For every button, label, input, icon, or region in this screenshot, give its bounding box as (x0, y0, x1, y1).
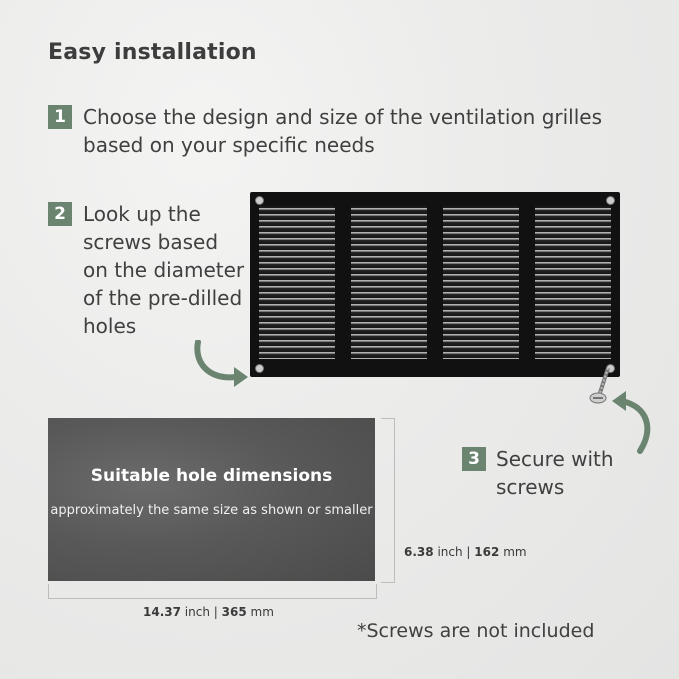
width-inch-value: 14.37 (143, 605, 181, 619)
step-3-text: Secure with screws (496, 447, 614, 499)
width-separator: | (213, 605, 218, 619)
width-mm-unit: mm (250, 605, 274, 619)
grille-slat-column (259, 206, 335, 359)
hole-dimensions-box (48, 418, 375, 581)
grille-slat-column (535, 206, 611, 359)
width-mm-value: 365 (221, 605, 247, 619)
height-separator: | (466, 545, 471, 559)
height-dimension-line (381, 418, 395, 583)
step-2-number: 2 (48, 202, 72, 226)
screw-hole-bottom-left (255, 364, 264, 373)
curved-arrow-icon (190, 340, 250, 390)
ventilation-grille-image (250, 192, 620, 377)
step-1-text: Choose the design and size of the ventilation grilles based on your specific needs (83, 105, 603, 157)
width-dimension-label (143, 605, 274, 619)
screw-hole-top-left (255, 196, 264, 205)
height-mm-value: 162 (474, 545, 500, 559)
grille-slat-column (443, 206, 519, 359)
screws-not-included-note: *Screws are not included (357, 620, 595, 642)
height-dimension-label (404, 545, 527, 559)
height-mm-unit: mm (503, 545, 527, 559)
screw-hole-top-right (606, 196, 615, 205)
height-inch-unit: inch (437, 545, 463, 559)
hole-dimensions-subtitle: approximately the same size as shown or smaller (50, 503, 373, 518)
hole-dimensions-title: Suitable hole dimensions (90, 466, 333, 486)
step-1-number: 1 (48, 105, 72, 129)
height-inch-value: 6.38 (404, 545, 434, 559)
grille-slat-column (351, 206, 427, 359)
width-dimension-line (48, 584, 377, 599)
step-2-text: Look up the screws based on the diameter of the pre-dilled holes (83, 202, 245, 338)
page-heading: Easy installation (48, 40, 257, 65)
width-inch-unit: inch (184, 605, 210, 619)
step-3-number: 3 (462, 447, 486, 471)
